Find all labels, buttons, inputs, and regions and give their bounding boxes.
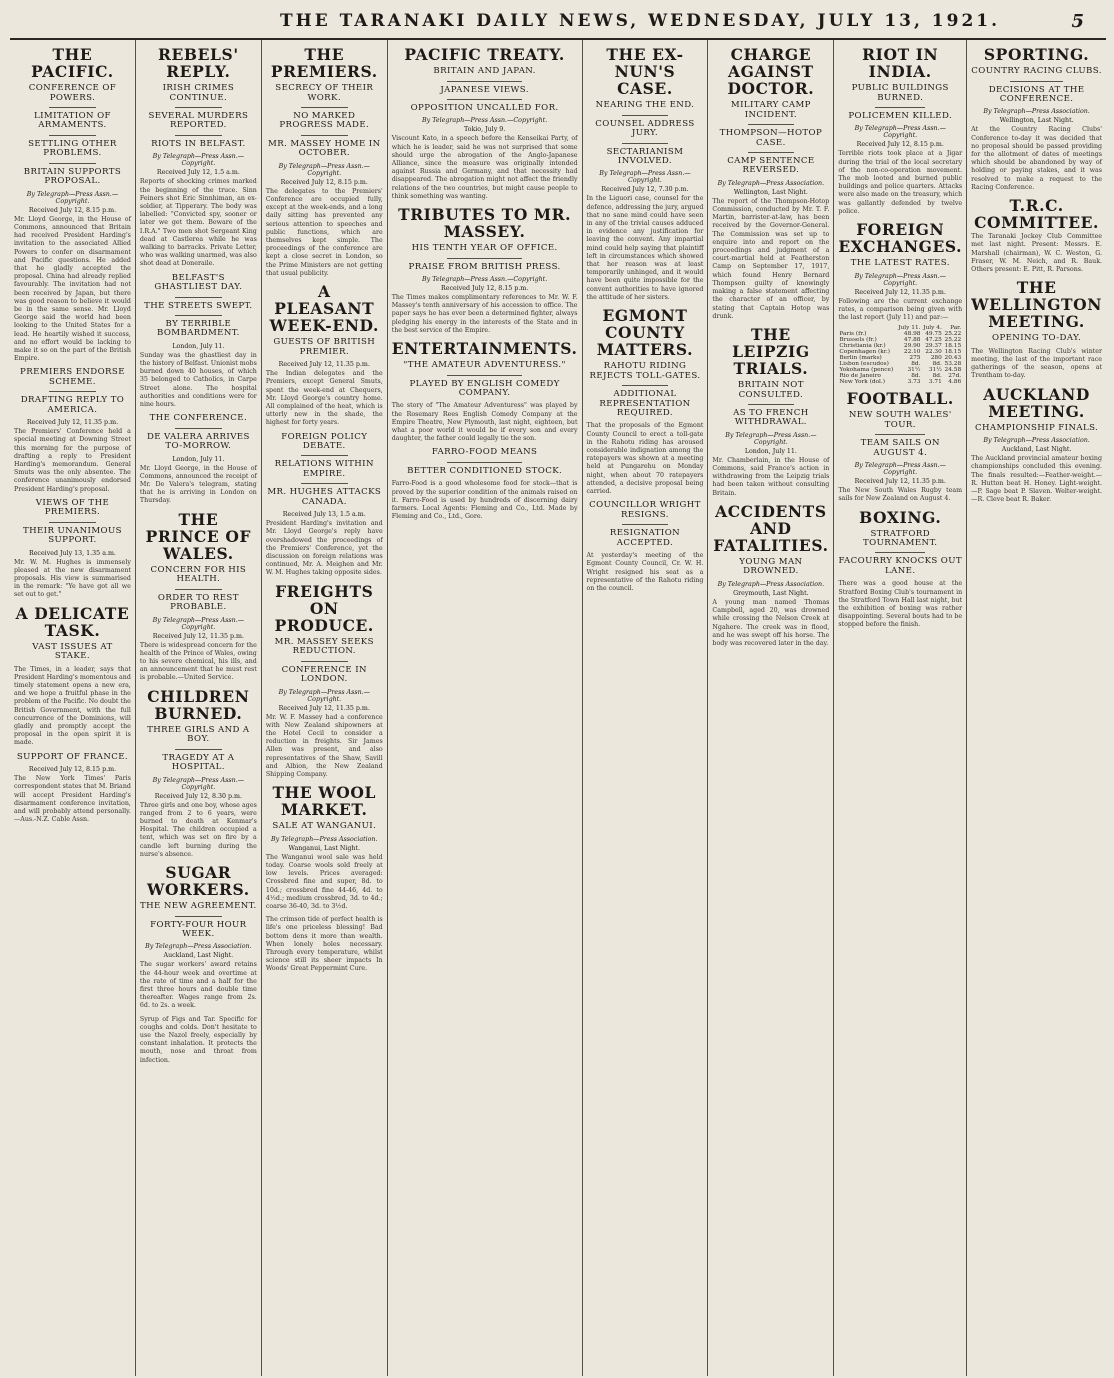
- article-body: A young man named Thomas Campbell, aged 20, was drowned while crossing the Nelson Creek at Ngahere. The creek was in flood, and he was swept off his horse. The body was recovered later in the day.: [712, 598, 830, 647]
- article-body: President Harding's invitation and Mr. Lloyd George's reply have overshadowed the proceedings of the Premiers' Conference, yet the discussion on foreign relations was continued, Mr. A. Meighen and Mr. W. M. Hughes taking opposite sides.: [265, 520, 383, 577]
- article-dateline: Received July 12, 8.15 p.m.: [28, 206, 117, 214]
- article: [838, 390, 962, 503]
- article-body: At yesterday's meeting of the Egmont County Council, Cr. W. H. Wright resigned his seat as a representative of the Rahotu riding on the council.: [586, 552, 704, 592]
- table-cell: Yokohama (pence): [839, 367, 894, 374]
- column-1: [10, 40, 136, 1376]
- article-body: The Times makes complimentary references to Mr. W. F. Massey's tenth anniversary of his accession to office. The paper says he has ever been a determined fighter, always pledging his energy in the interests of the State and in the best service of the Empire.: [391, 294, 578, 334]
- article-headline: THE WELLINGTON MEETING.: [971, 278, 1103, 332]
- article-headline: FOOTBALL.: [846, 389, 954, 409]
- article-body: The Wellington Racing Club's winter meeting, the last of the important race gatherings of the season, opens at Trentham to-day.: [971, 347, 1103, 380]
- table-cell: 8d.: [932, 373, 942, 380]
- article: [14, 46, 131, 363]
- article-body: The Auckland provincial amateur boxing championships concluded this evening. The finals resulted:—Feather-weight.—R. Hutton beat H. Honey. Light-weight.—P. Sage beat P. Slaven. Welter-weight.—R. Cleve beat R. Baker.: [971, 455, 1103, 504]
- article: [14, 605, 131, 748]
- table-cell: 4.86: [948, 379, 962, 386]
- article-dateline: Received July 12, 8.15 p.m.: [280, 178, 368, 186]
- article-deck: TRAGEDY AT A HOSPITAL.: [162, 752, 235, 773]
- article-body: At the Country Racing Clubs' Conference to-day it was decided that no proposal should be passed providing for the allotment of dates of meetings which should be abandoned by way of holding or paying stakes, and it was resolved to make a request to the Racing Conference.: [971, 126, 1103, 191]
- article-byline: By Telegraph—Press Assn.—Copyright.: [422, 117, 548, 125]
- article-headline: BOXING.: [859, 507, 942, 527]
- article: [838, 46, 962, 216]
- article-body: Three girls and one boy, whose ages ranged from 2 to 6 years, were burned to death at Kenmar's Hospital. The children occupied a tent, which was set on fire by a candle left burning during the nurse's absence.: [139, 801, 257, 858]
- article-deck: FACOURRY KNOCKS OUT LANE.: [838, 556, 963, 576]
- article-dateline: Received July 12, 11.35 p.m.: [278, 361, 370, 369]
- table-cell: 3.71: [928, 379, 942, 386]
- article-deck: AS TO FRENCH WITHDRAWAL.: [733, 407, 809, 428]
- article-headline: CHARGE AGAINST DOCTOR.: [727, 45, 815, 99]
- article-deck: OPPOSITION UNCALLED FOR.: [410, 102, 559, 113]
- divider-rule: [622, 115, 669, 116]
- article: [140, 274, 257, 410]
- article-dateline: Wellington, Last Night.: [733, 188, 808, 196]
- article-body: The story of "The Amateur Adventuress" was played by the Rosemary Rees English Comedy Company at the Empire Theatre, New Plymouth, last night, eighteen, but what a poor world it would be if every son and every daughter, the father could legally tie the son.: [391, 402, 578, 443]
- table-cell: 31½: [928, 367, 942, 374]
- article-deck: CHAMPIONSHIP FINALS.: [974, 422, 1099, 433]
- article-body: There is widespread concern for the health of the Prince of Wales, owing to his severe chemical, his ills, and an announcement that he must rest is probable.—United Service.: [139, 641, 257, 682]
- article-deck: YOUNG MAN DROWNED.: [739, 557, 803, 577]
- table-header-cell: July 4.: [923, 325, 942, 332]
- article-deck: PUBLIC BUILDINGS BURNED.: [851, 83, 949, 103]
- table-cell: 8d.: [911, 373, 921, 380]
- article: [140, 46, 257, 269]
- article-body: The Indian delegates and the Premiers, except General Smuts, spent the week-end at Chequers, Mr. Lloyd George's country home. All complained of the heat, which is utterly new in the shade, the highest for forty years.: [265, 370, 383, 427]
- article-byline: By Telegraph—Press Assn.—Copyright.: [599, 170, 691, 185]
- table-cell: 27d.: [948, 373, 962, 380]
- column-8: [967, 40, 1106, 1376]
- column-7: [834, 40, 967, 1376]
- article-dateline: Received July 12, 1.5 a.m.: [156, 169, 240, 177]
- article-dateline: Received July 12, 11.35 p.m.: [152, 632, 244, 640]
- article-byline: By Telegraph—Press Association.: [983, 108, 1090, 116]
- article-dateline: Greymouth, Last Night.: [733, 589, 809, 597]
- article-body: The New South Wales Rugby team sails for New Zealand on August 4.: [838, 487, 963, 503]
- article-dateline: Tokio, July 9.: [463, 126, 506, 134]
- article-deck: SUPPORT OF FRANCE.: [16, 751, 129, 762]
- article-deck: DE VALERA ARRIVES TO-MORROW.: [146, 431, 250, 452]
- article-deck: VAST ISSUES AT STAKE.: [32, 641, 113, 662]
- divider-rule: [447, 462, 521, 463]
- masthead-title: THE TARANAKI DAILY NEWS, WEDNESDAY, JULY 13, 1921.: [280, 11, 1001, 31]
- article-headline: RIOT IN INDIA.: [862, 45, 939, 82]
- divider-rule: [301, 135, 348, 136]
- article-deck: SECRECY OF THEIR WORK.: [275, 83, 374, 103]
- article-dateline: Auckland, Last Night.: [1001, 446, 1072, 454]
- column-6: [708, 40, 834, 1376]
- article: [266, 283, 383, 427]
- article: [971, 46, 1102, 192]
- article-headline: THE LEIPZIG TRIALS.: [732, 324, 810, 378]
- divider-rule: [447, 99, 521, 100]
- article-deck: BETTER CONDITIONED STOCK.: [407, 465, 563, 476]
- article-dateline: Received July 12, 8.15 p.m.: [28, 766, 117, 774]
- article-deck: MR. MASSEY HOME IN OCTOBER.: [268, 138, 381, 159]
- divider-rule: [1010, 81, 1062, 82]
- article-deck: FARRO-FOOD MEANS: [431, 447, 538, 458]
- article-byline: By Telegraph—Press Association.: [983, 437, 1090, 445]
- table-cell: 20.43: [944, 355, 962, 362]
- article: [14, 753, 131, 825]
- article: [140, 414, 257, 505]
- article-dateline: Received July 12, 11.35 p.m.: [854, 478, 946, 486]
- article-dateline: Received July 12, 7.30 p.m.: [601, 186, 689, 194]
- article-body: Mr. Chamberlain, in the House of Commons, said France's action in withdrawing from the Leipzig trials had been taken without consulting Britain.: [712, 456, 830, 497]
- table-cell: Rio de Janeiro: [839, 373, 881, 380]
- article-deck: PLAYED BY ENGLISH COMEDY COMPANY.: [409, 378, 560, 398]
- article-headline: SPORTING.: [983, 45, 1090, 64]
- article-deck: JAPANESE VIEWS.: [440, 84, 529, 95]
- article-headline: SUGAR WORKERS.: [146, 862, 250, 899]
- article-body: Following are the current exchange rates, a comparison being given with the last report (July 11) and par:—: [838, 297, 963, 322]
- article-body: The Times, in a leader, says that President Harding's momentous and timely statement opens a new era, and we hope a fruitful phase in the problem of the Pacific. No doubt the British Government, with the full concurrence of the Dominions, will gladly and promptly accept the proposal in the open spirit it is made.: [14, 665, 131, 747]
- divider-rule: [175, 589, 222, 590]
- article-body: Mr. Lloyd George, in the House of Commons, announced that Britain had received President Harding's invitation to the associated Allied Powers to confer on disarmament and Pacific questions. He added that he gladly accepted the proposal. China had already replied favourably. The invitation had not been received by Japan, but there was good reason to believe it would be in the same sense. Mr. Lloyd George said the world had been looking to the United States for a lead. He heartily wished it success, and no effort would be lacking to make it so on the part of the British Empire.: [14, 215, 131, 363]
- article-dateline: Received July 13, 1.35 a.m.: [28, 549, 116, 557]
- divider-rule: [301, 107, 348, 108]
- article-dateline: Wellington, Last Night.: [999, 117, 1074, 125]
- article: [587, 501, 704, 593]
- article: [971, 386, 1102, 505]
- table-header-cell: Par.: [950, 325, 962, 332]
- article-deck: HIS TENTH YEAR OF OFFICE.: [411, 243, 558, 254]
- article-deck: CONCERN FOR HIS HEALTH.: [150, 564, 247, 585]
- article-body: Mr. W. F. Massey had a conference with New Zealand shipowners at the Hotel Cecil to consider a reduction in freights. Sir James Allen was present, and also representatives of the Shaw, Savill and Albion, the New Zealand Shipping Company.: [265, 713, 383, 779]
- article: [838, 221, 962, 385]
- divider-rule: [875, 107, 925, 108]
- article-dateline: Received July 13, 1.5 a.m.: [282, 511, 366, 519]
- article-deck: THREE GIRLS AND A BOY.: [147, 724, 250, 745]
- divider-rule: [622, 143, 669, 144]
- divider-rule: [49, 135, 96, 136]
- article-dateline: Wanganui, Last Night.: [288, 844, 361, 852]
- table-cell: 48.98: [903, 331, 921, 338]
- article-deck: IRISH CRIMES CONTINUE.: [162, 83, 235, 103]
- article-deck: LIMITATION OF ARMAMENTS.: [33, 111, 111, 131]
- article-body: The delegates to the Premiers' Conference are occupied fully, except at the week-ends, and a long daily sitting has prevented any serious attention to speeches and public functions, which are themselves kept simple. The proceedings of the conference are kept a close secret in London, so the Prime Ministers are not getting that usual publicity.: [265, 187, 383, 277]
- article: [392, 46, 578, 201]
- table-cell: 8d.: [911, 361, 921, 368]
- article-headline: ENTERTAINMENTS.: [391, 339, 578, 359]
- article: [266, 916, 383, 973]
- article-body: Viscount Kato, in a speech before the Kenseikai Party, of which he is leader, said he was not surprised that some should urge the abrogation of the Anglo-Japanese Alliance, since the measure was originally intended against Russia and Germany, and that necessity had disappeared. The abrogation might not affect the friendly relations of the two countries, but might cause people to think something was wanting.: [391, 135, 578, 200]
- article-body: Farro-Food is a good wholesome food for stock—that is proved by the superior condition of the animals raised on it. Farro-Food is used by hundreds of discerning dairy farmers. Local Agents: Fleming and Co., Ltd. Made by Fleming and Co., Ltd., Gore.: [391, 480, 578, 521]
- article: [140, 688, 257, 859]
- article-deck: PRAISE FROM BRITISH PRESS.: [408, 261, 561, 272]
- article-deck: COUNSEL ADDRESS JURY.: [595, 118, 695, 139]
- article-dateline: Received July 12, 11.35 p.m.: [26, 419, 119, 427]
- article-headline: EGMONT COUNTY MATTERS.: [596, 306, 694, 360]
- divider-rule: [622, 524, 669, 525]
- article-deck: STRATFORD TOURNAMENT.: [863, 528, 938, 548]
- divider-rule: [49, 522, 96, 523]
- article-body: Mr. W. M. Hughes is immensely pleased at the new disarmament proposals. His view is summarised in the remark: "Ye have got all we set out to get.": [14, 558, 131, 599]
- column-3: [262, 40, 388, 1376]
- divider-rule: [175, 428, 222, 429]
- article-deck: NEARING THE END.: [595, 100, 695, 111]
- table-cell: 47.88: [903, 337, 921, 344]
- divider-rule: [622, 385, 669, 386]
- article: [392, 206, 578, 335]
- table-cell: Copenhagen (kr.): [839, 349, 891, 356]
- article-byline: By Telegraph—Press Assn.—Copyright.: [725, 431, 817, 446]
- table-cell: Brussels (fr.): [839, 337, 877, 344]
- article-deck: TEAM SAILS ON AUGUST 4.: [860, 438, 940, 458]
- table-cell: Lisbon (escudos): [839, 361, 889, 368]
- article-body: That the proposals of the Egmont County Council to erect a toll-gate in the Rahotu riding has aroused considerable indignation among the ratepayers was shown at a meeting held at Pungarehu on Monday night, when about 70 ratepayers attended, a decisive proposal being carried.: [586, 422, 704, 496]
- article-headline: THE WOOL MARKET.: [272, 783, 377, 820]
- article-dateline: London, July 11.: [172, 455, 225, 463]
- article-headline: FOREIGN EXCHANGES.: [838, 220, 963, 257]
- table-cell: 47.25: [925, 337, 942, 344]
- article: [712, 46, 829, 321]
- article-dateline: Received July 12, 8.15 p.m.: [856, 141, 944, 149]
- article-byline: By Telegraph—Press Assn.—Copyright.: [152, 153, 245, 168]
- article: [392, 340, 578, 443]
- article-headline: PACIFIC TREATY.: [404, 45, 565, 64]
- article-deck: POLICEMEN KILLED.: [848, 111, 953, 121]
- article: [392, 448, 578, 521]
- article-deck: ADDITIONAL REPRESENTATION REQUIRED.: [599, 389, 691, 418]
- article-deck: COUNTRY RACING CLUBS.: [971, 66, 1102, 77]
- table-cell: 25.22: [944, 331, 962, 338]
- article-deck: SECTARIANISM INVOLVED.: [606, 146, 684, 166]
- article: [140, 1016, 257, 1065]
- article: [14, 499, 131, 600]
- article-deck: NEW SOUTH WALES' TOUR.: [848, 410, 952, 430]
- article-deck: "THE AMATEUR ADVENTURESS.": [403, 360, 566, 371]
- article-deck: BRITAIN AND JAPAN.: [433, 66, 536, 77]
- article-headline: THE PRINCE OF WALES.: [145, 509, 252, 563]
- table-cell: 31½: [907, 367, 921, 374]
- article-dateline: London, July 11.: [172, 342, 225, 350]
- article-deck: MR. HUGHES ATTACKS CANADA.: [267, 487, 382, 507]
- table-header-cell: July 11.: [898, 325, 921, 332]
- article: [712, 326, 829, 498]
- article-deck: GUESTS OF BRITISH PREMIER.: [273, 337, 376, 357]
- article-byline: By Telegraph—Press Assn.—Copyright.: [152, 616, 245, 631]
- divider-rule: [748, 124, 795, 125]
- table-cell: 22.30: [925, 349, 942, 356]
- table-cell: Berlin (marks): [839, 355, 882, 362]
- article-body: The crimson tide of perfect health is life's one priceless blessing! Bad bottom dens it more than wealth. When lonely holes necessary. Through every temperature, whilst science still its sheer impacts In Woods' Great Peppermint Cure.: [265, 916, 383, 973]
- article-dateline: Auckland, Last Night.: [163, 952, 234, 960]
- page-number: 5: [1071, 10, 1084, 32]
- article-deck: CONFERENCE OF POWERS.: [28, 83, 117, 103]
- article-deck: OPENING TO-DAY.: [992, 333, 1082, 344]
- article-deck: SETTLING OTHER PROBLEMS.: [28, 138, 117, 159]
- article-body: Terrible riots took place at a Jigar during the trial of the local secretary of the non-co-operation movement. The mob looted and burned public buildings and police quarters. Attacks were also made on the treasury, which was gallantly defended by twelve police.: [838, 150, 963, 215]
- article-headline: A PLEASANT WEEK-END.: [269, 282, 379, 336]
- table-cell: 18.15: [944, 349, 962, 356]
- article: [712, 503, 829, 648]
- article-deck: RELATIONS WITHIN EMPIRE.: [274, 459, 374, 479]
- article-headline: THE EX-NUN'S CASE.: [606, 45, 684, 99]
- article-headline: A DELICATE TASK.: [15, 603, 130, 640]
- article-byline: By Telegraph—Press Association.: [717, 179, 825, 187]
- article-deck: BRITAIN SUPPORTS PROPOSAL.: [23, 166, 122, 187]
- article: [971, 279, 1102, 380]
- divider-rule: [748, 404, 795, 405]
- article-byline: By Telegraph—Press Assn.—Copyright.: [278, 162, 370, 177]
- article-deck: SALE AT WANGANUI.: [272, 821, 377, 832]
- article-deck: SEVERAL MURDERS REPORTED.: [148, 111, 249, 131]
- table-cell: New York (dol.): [839, 379, 885, 386]
- divider-rule: [301, 455, 348, 456]
- article-deck: DECISIONS AT THE CONFERENCE.: [988, 84, 1085, 104]
- article-deck: CAMP SENTENCE REVERSED.: [727, 155, 815, 176]
- article-deck: RIOTS IN BELFAST.: [151, 138, 246, 149]
- table-cell: 49.75: [925, 331, 942, 338]
- article-deck: COUNCILLOR WRIGHT RESIGNS.: [589, 500, 701, 520]
- article-deck: ORDER TO REST PROBABLE.: [157, 592, 239, 613]
- divider-rule: [175, 916, 222, 917]
- divider-rule: [49, 107, 96, 108]
- divider-rule: [875, 552, 925, 553]
- article-body: There was a good house at the Stratford Boxing Club's tournament in the Stratford Town Hall last night, but the exhibition of boxing was rather disappointing. Several bouts had to be stopped before the finish.: [838, 580, 963, 629]
- divider-rule: [175, 749, 222, 750]
- table-cell: 3.73: [907, 379, 921, 386]
- article-headline: TRIBUTES TO MR. MASSEY.: [398, 205, 572, 242]
- table-cell: 25.22: [944, 337, 962, 344]
- article: [140, 511, 257, 683]
- article-dateline: Received July 12, 11.35 p.m.: [278, 704, 370, 712]
- article-deck: MILITARY CAMP INCIDENT.: [730, 100, 811, 120]
- article-deck: DRAFTING REPLY TO AMERICA.: [20, 395, 125, 415]
- divider-rule: [447, 81, 521, 82]
- article: [14, 368, 131, 493]
- article-deck: PREMIERS ENDORSE SCHEME.: [20, 367, 125, 387]
- divider-rule: [875, 434, 925, 435]
- article-byline: By Telegraph—Press Association.: [717, 580, 825, 588]
- article-body: The Premiers' Conference held a special meeting at Downing Street this morning for the purpose of drafting a reply to President Harding's memorandum. General Smuts was the only absentee. The conference unanimously endorsed President Harding's proposal.: [14, 428, 131, 493]
- divider-rule: [49, 163, 96, 164]
- article-deck: FORTY-FOUR HOUR WEEK.: [150, 919, 247, 939]
- article: [587, 307, 704, 496]
- table-cell: 8d.: [932, 361, 942, 368]
- divider-rule: [49, 391, 96, 392]
- article: [266, 433, 383, 578]
- divider-rule: [175, 135, 222, 136]
- article-byline: By Telegraph—Press Assn.—Copyright.: [26, 190, 119, 205]
- article-deck: FOREIGN POLICY DEBATE.: [281, 431, 368, 451]
- article-deck: MR. MASSEY SEEKS REDUCTION.: [274, 636, 374, 657]
- article-byline: By Telegraph—Press Association.: [271, 835, 378, 843]
- article-byline: By Telegraph—Press Assn.—Copyright.: [152, 776, 245, 791]
- article-body: Syrup of Figs and Tar. Specific for coughs and colds. Don't hesitate to use the Nazol freely, especially by constant inhalation. It protects the mouth, nose and throat from infection.: [139, 1015, 257, 1064]
- article-headline: THE PREMIERS.: [270, 45, 378, 82]
- table-cell: 22.10: [903, 349, 921, 356]
- article-byline: By Telegraph—Press Assn.—Copyright.: [854, 125, 946, 140]
- article: [266, 46, 383, 278]
- article-deck: VIEWS OF THE PREMIERS.: [35, 497, 110, 518]
- table-cell: Christiania (kr.): [839, 343, 886, 350]
- article-deck: BY TERRIBLE BOMBARDMENT.: [156, 318, 240, 339]
- column-4: [388, 40, 583, 1376]
- article-byline: By Telegraph—Press Assn.—Copyright.: [854, 272, 946, 287]
- column-5: [583, 40, 709, 1376]
- article-body: Mr. Lloyd George, in the House of Commons, announced the receipt of Mr. De Valera's telegram, stating that he is arriving in London on Thursday.: [139, 464, 257, 505]
- article: [971, 197, 1102, 274]
- table-cell: 280: [930, 355, 942, 362]
- divider-rule: [447, 258, 521, 259]
- article-deck: RAHOTU RIDING REJECTS TOLL-GATES.: [589, 361, 701, 381]
- article-body: The sugar workers' award retains the 44-hour week and overtime at the rate of time and a half for the first three hours and double time thereafter. Wages range from 2s. 6d. to 2s. a week.: [139, 961, 257, 1010]
- table-cell: 275: [909, 355, 921, 362]
- article-body: The report of the Thompson-Hotop Commission, conducted by Mr. T. F. Martin, barrister-at-law, has been received by the Governor-General. The Commission was set up to enquire into and report on the proceedings and judgment of a court-martial held at Featherston Camp on September 17, 1917, which found Henry Bernard Thompson guilty of knowingly making a false statement affecting the character of an officer, by stating that Captain Hotop was drunk.: [712, 197, 830, 320]
- table-cell: 24.58: [944, 367, 962, 374]
- divider-rule: [301, 483, 348, 484]
- table-cell: 18.15: [944, 343, 962, 350]
- masthead: [10, 4, 1106, 40]
- divider-rule: [447, 375, 521, 376]
- article: [140, 864, 257, 1011]
- table-cell: 29.90: [903, 343, 921, 350]
- exchange-rates-table: [838, 325, 962, 385]
- divider-rule: [301, 661, 348, 662]
- article-deck: CONFERENCE IN LONDON.: [281, 664, 367, 685]
- article-deck: THEIR UNANIMOUS SUPPORT.: [22, 525, 122, 546]
- article: [266, 784, 383, 911]
- article-headline: THE PACIFIC.: [31, 45, 114, 82]
- article-deck: THE STREETS SWEPT.: [144, 300, 253, 311]
- article-deck: BRITAIN NOT CONSULTED.: [737, 380, 804, 400]
- article-deck: THE NEW AGREEMENT.: [140, 901, 257, 912]
- article-deck: THE LATEST RATES.: [850, 258, 950, 269]
- article-body: The Taranaki Jockey Club Committee met last night. Present: Messrs. E. Marshall (chairman), W. C. Weston, G. Fraser, W. M. Neich, and R. Bauk. Others present: E. Pitt, R. Parsons.: [971, 233, 1103, 273]
- table-cell: Paris (fr.): [839, 331, 867, 338]
- divider-rule: [748, 152, 795, 153]
- article-byline: By Telegraph—Press Assn.—Copyright.: [422, 276, 548, 284]
- table-cell: 53.28: [944, 361, 962, 368]
- article-deck: THE CONFERENCE.: [149, 413, 248, 424]
- article-headline: REBELS' REPLY.: [158, 45, 239, 82]
- article-deck: THOMPSON—HOTOP CASE.: [719, 128, 823, 148]
- article-body: Sunday was the ghastliest day in the history of Belfast. Unionist mobs burned down 40 houses, of which 35 belonged to Catholics, in Carpe Street alone. The hospital authorities and conditions were for nine hours.: [139, 351, 257, 409]
- article-headline: AUCKLAND MEETING.: [983, 384, 1090, 421]
- article-headline: CHILDREN BURNED.: [147, 686, 250, 723]
- article-body: Reports of shocking crimes marked the beginning of the truce. Sinn Feiners shot Eric Sinnhiman, an ex-soldier, at Tipperary. The body was labelled: "Convicted spy, sooner or later we get them. Beware of the I.R.A." Two men shot Sergeant King dead at Castlerea while he was walking to barracks. Private Letter, who was walking unarmed, was also shot dead at Doneraile.: [139, 178, 257, 268]
- divider-rule: [175, 315, 222, 316]
- column-2: [136, 40, 262, 1376]
- article-dateline: Received July 12, 8.30 p.m.: [154, 792, 242, 800]
- article-dateline: London, July 11.: [744, 447, 797, 455]
- article-byline: By Telegraph—Press Association.: [145, 943, 252, 951]
- article-deck: BELFAST'S GHASTLIEST DAY.: [154, 272, 243, 293]
- article-dateline: Received July 12, 8.15 p.m.: [440, 285, 529, 293]
- article-deck: NO MARKED PROGRESS MADE.: [279, 111, 370, 131]
- table-row: [838, 379, 962, 385]
- article-headline: FREIGHTS ON PRODUCE.: [274, 581, 374, 635]
- article-dateline: Received July 12, 11.35 p.m.: [854, 288, 946, 296]
- article-body: The New York Times' Paris correspondent states that M. Briand will accept President Harding's disarmament conference invitation, and will probably attend personally.—Aus.-N.Z. Cable Assn.: [14, 775, 131, 824]
- article: [266, 583, 383, 780]
- table-cell: 29.37: [925, 343, 942, 350]
- columns-container: [10, 40, 1106, 1376]
- article-body: The Wanganui wool sale was held today. Coarse wools sold freely at low levels. Prices averaged: Crossbred fine and super, 8d. to 10d.; crossbred fine 44-46, 4d. to 4½d.; medium crossbred, 3d. to 4d.; coarse 36-40, 3d. to 3½d.: [265, 853, 383, 910]
- article-byline: By Telegraph—Press Assn.—Copyright.: [854, 462, 946, 477]
- divider-rule: [175, 107, 222, 108]
- article-body: In the Liguori case, counsel for the defence, addressing the jury, argued that no sane mind could have seen in any of the trivial causes adduced in evidence any justification for leaving the convent. Any impartial mind could help saying that plaintiff left in circumstances which showed that her reason was at least temporarily unhinged, and it would have been quite impossible for the convent authorities to have ignored the attitude of her sisters.: [586, 195, 704, 301]
- article-byline: By Telegraph—Press Assn.—Copyright.: [278, 688, 370, 703]
- article: [838, 509, 962, 630]
- article: [587, 46, 704, 302]
- article-headline: T.R.C. COMMITTEE.: [974, 196, 1100, 233]
- article-deck: RESIGNATION ACCEPTED.: [609, 528, 681, 548]
- divider-rule: [175, 297, 222, 298]
- article-headline: ACCIDENTS AND FATALITIES.: [713, 501, 829, 555]
